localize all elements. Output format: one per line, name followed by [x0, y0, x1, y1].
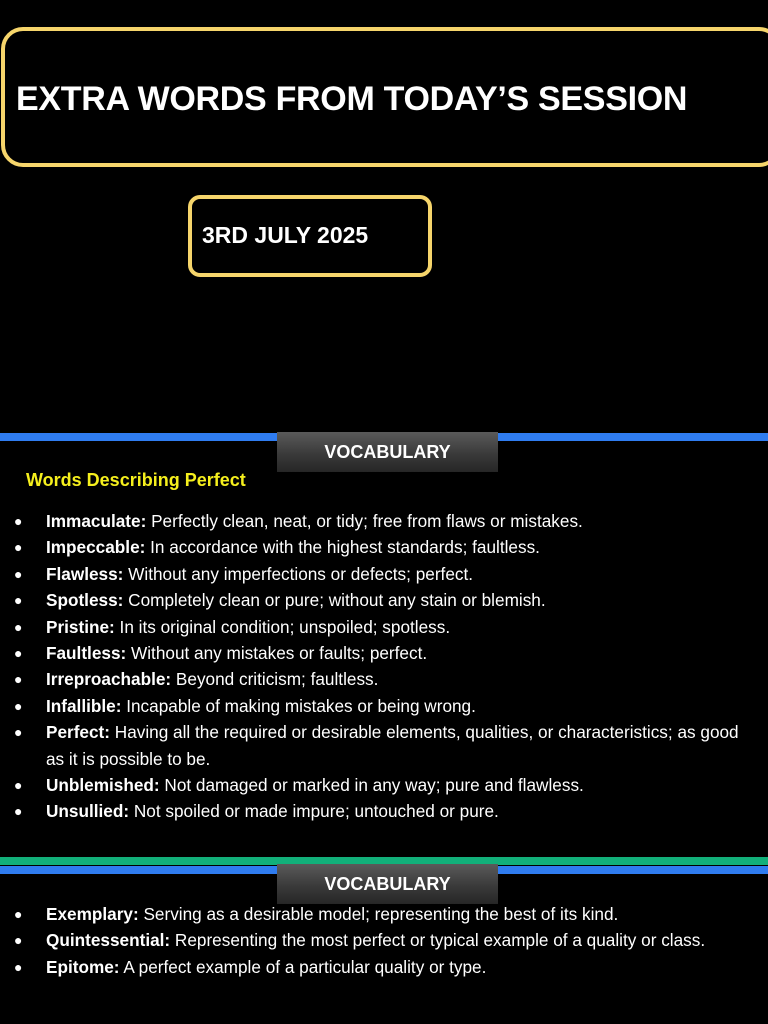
word-term: Flawless:	[46, 563, 124, 584]
bullet-icon: ●	[14, 671, 23, 688]
word-definition: Incapable of making mistakes or being wrong.	[121, 695, 476, 716]
word-term: Exemplary:	[46, 904, 139, 924]
list-item	[0, 561, 768, 587]
word-definition: Representing the most perfect or typical example of a quality or class.	[170, 930, 706, 951]
word-term: Quintessential:	[46, 930, 171, 951]
word-list	[0, 901, 768, 980]
vocabulary-tab: VOCABULARY	[277, 864, 498, 904]
word-term: Spotless:	[46, 590, 124, 611]
word-definition: A perfect example of a particular quality or type.	[119, 956, 487, 977]
word-definition: In its original condition; unspoiled; spotless.	[114, 616, 451, 637]
list-item	[0, 901, 768, 927]
list-item	[0, 719, 768, 772]
word-definition: Without any imperfections or defects; perfect.	[123, 563, 474, 584]
bullet-icon: ●	[14, 592, 23, 609]
word-definition: Beyond criticism; faultless.	[171, 669, 379, 690]
word-definition: Not damaged or marked in any way; pure and flawless.	[159, 775, 584, 796]
list-item	[0, 614, 768, 640]
page-title: EXTRA WORDS FROM TODAY’S SESSION	[16, 80, 688, 118]
word-term: Perfect:	[46, 722, 110, 743]
word-term: Pristine:	[46, 616, 115, 637]
bullet-icon: ●	[14, 565, 23, 582]
bullet-icon: ●	[14, 539, 23, 556]
word-definition: Having all the required or desirable elements, qualities, or characteristics; as good as it is possible to be.	[46, 722, 739, 769]
word-term: Infallible:	[46, 695, 122, 716]
word-term: Unsullied:	[46, 801, 130, 822]
bullet-icon: ●	[14, 803, 23, 820]
bullet-icon: ●	[14, 724, 23, 741]
bullet-icon: ●	[14, 932, 23, 949]
vocabulary-tab: VOCABULARY	[277, 432, 498, 472]
word-list	[0, 508, 768, 825]
bullet-icon: ●	[14, 958, 23, 975]
word-definition: Serving as a desirable model; representing the best of its kind.	[138, 904, 619, 924]
list-item	[0, 693, 768, 719]
list-item	[0, 666, 768, 692]
section-subheading: Words Describing Perfect	[26, 470, 246, 490]
list-item	[0, 954, 768, 980]
word-definition: Completely clean or pure; without any stain or blemish.	[123, 590, 546, 611]
word-term: Immaculate:	[46, 511, 147, 531]
word-term: Unblemished:	[46, 775, 160, 796]
bullet-icon: ●	[14, 513, 23, 529]
list-item	[0, 508, 768, 534]
list-item	[0, 927, 768, 953]
word-term: Faultless:	[46, 643, 127, 664]
bullet-icon: ●	[14, 697, 23, 714]
word-definition: Perfectly clean, neat, or tidy; free from flaws or mistakes.	[146, 511, 583, 531]
list-item	[0, 640, 768, 666]
list-item	[0, 798, 768, 824]
word-definition: Not spoiled or made impure; untouched or pure.	[129, 801, 499, 822]
word-term: Impeccable:	[46, 537, 146, 558]
session-date: 3RD JULY 2025	[202, 222, 369, 248]
bullet-icon: ●	[14, 645, 23, 662]
list-item	[0, 587, 768, 613]
bullet-icon: ●	[14, 777, 23, 794]
bullet-icon: ●	[14, 906, 23, 922]
list-item	[0, 772, 768, 798]
bullet-icon: ●	[14, 618, 23, 635]
list-item	[0, 534, 768, 560]
word-term: Epitome:	[46, 956, 120, 977]
word-definition: In accordance with the highest standards; faultless.	[145, 537, 540, 558]
word-term: Irreproachable:	[46, 669, 172, 690]
word-definition: Without any mistakes or faults; perfect.	[126, 643, 428, 664]
